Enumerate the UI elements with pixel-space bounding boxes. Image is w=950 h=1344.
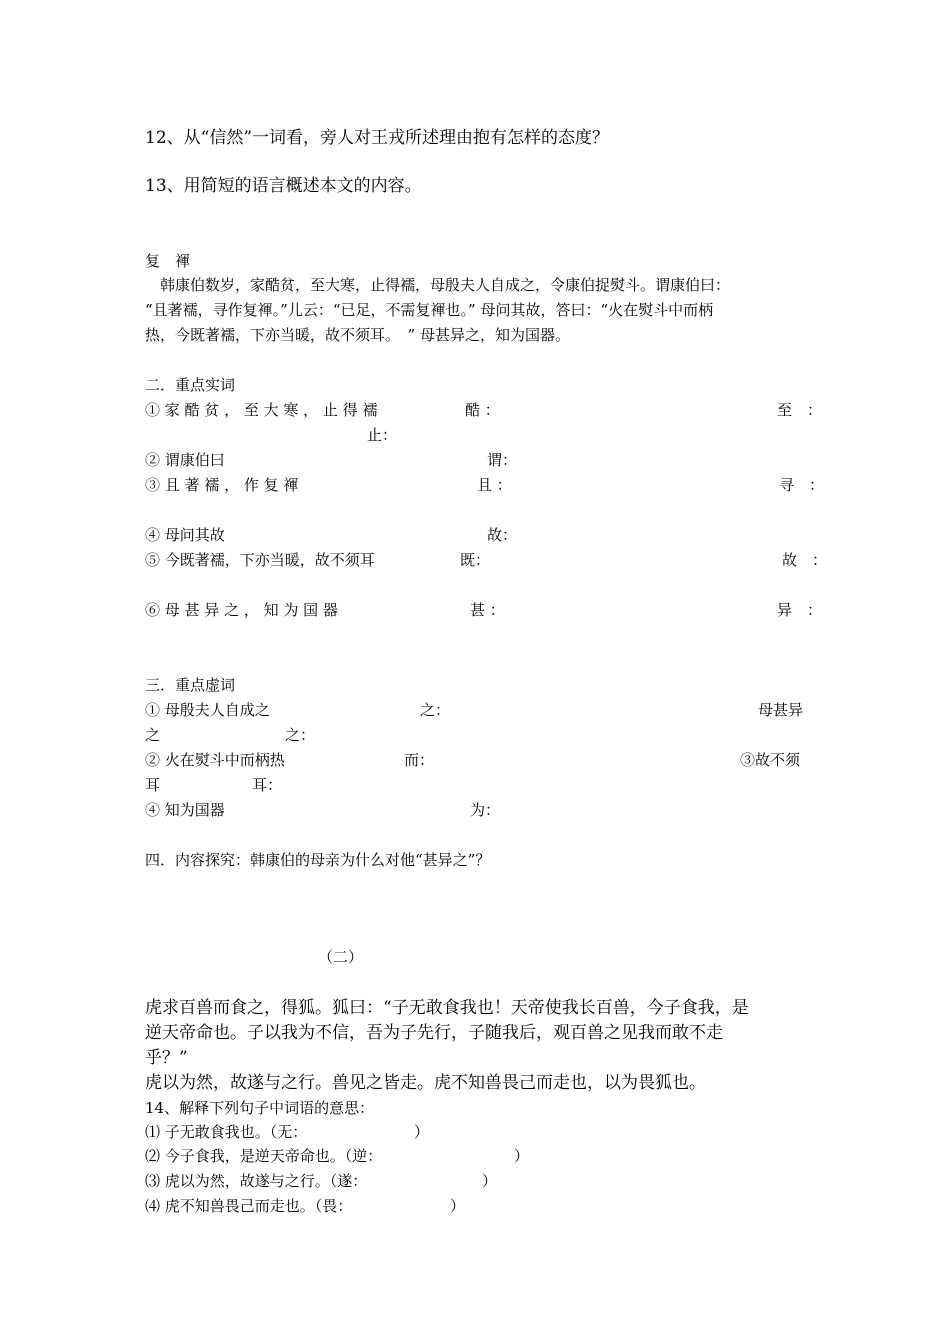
exercise-word: 为： (470, 801, 501, 819)
exercise-word: 之： (285, 726, 316, 744)
passage-line: 虎以为然，故遂与之行。兽见之皆走。虎不知兽畏己而走也，以为畏狐也。 (145, 1073, 706, 1093)
exercise-sentence: ③ 且 著 襦 ， 作 复 褌 (145, 476, 299, 494)
question-13: 13、用简短的语言概述本文的内容。 (145, 176, 422, 196)
passage-line: 虎求百兽而食之，得狐。狐曰：“子无敢食我也！天帝使我长百兽，今子食我，是 (145, 998, 749, 1018)
exercise-word: 耳： (252, 776, 283, 794)
fill-close: ） (414, 1123, 430, 1141)
passage-title: 复 褌 (145, 252, 191, 270)
exercise-word: 甚 ： (470, 601, 505, 619)
exercise-word: 酷 ： (465, 401, 500, 419)
exercise-word: 异 ： (777, 601, 823, 619)
section-heading: 二．重点实词 (145, 376, 236, 394)
fill-close: ） (482, 1172, 498, 1190)
exercise-word: 至 ： (777, 401, 823, 419)
part-heading: （二） (318, 948, 364, 966)
fill-item: ⑵ 今子食我，是逆天帝命也。（逆： (145, 1147, 383, 1165)
exercise-sentence: ② 谓康伯曰 (145, 451, 225, 469)
exercise-sentence: ① 家 酷 贫 ， 至 大 寒 ， 止 得 襦 (145, 401, 378, 419)
section-heading: 三．重点虚词 (145, 676, 236, 694)
exercise-sentence-cont: 之 (145, 726, 161, 744)
fill-close: ） (450, 1197, 466, 1215)
passage-line: 韩康伯数岁，家酷贫，至大寒，止得襦，母殷夫人自成之，令康伯捉熨斗。谓康伯曰： (160, 276, 731, 294)
exercise-sentence: ⑥ 母 甚 异 之 ， 知 为 国 器 (145, 601, 338, 619)
exercise-sentence: ⑤ 今既著襦，下亦当暖，故不须耳 (145, 551, 375, 569)
exercise-sentence: ④ 母问其故 (145, 526, 225, 544)
content-question: 四．内容探究：韩康伯的母亲为什么对他“甚异之”？ (145, 851, 491, 869)
exercise-word: 而： (404, 751, 435, 769)
exercise-word: 寻 ： (779, 476, 825, 494)
exercise-word: 故 ： (782, 551, 828, 569)
exercise-sentence: ④ 知为国器 (145, 801, 225, 819)
exercise-sentence-tail: 母甚异 (758, 701, 804, 719)
fill-item: ⑴ 子无敢食我也。（无： (145, 1123, 308, 1141)
exercise-word: 故： (487, 526, 518, 544)
passage-line: 乎？” (145, 1048, 188, 1068)
fill-close: ） (514, 1147, 530, 1165)
exercise-word: 止： (367, 426, 398, 444)
exercise-sentence: ① 母殷夫人自成之 (145, 701, 270, 719)
exercise-word: 既： (460, 551, 491, 569)
question-12: 12、从“信然”一词看，旁人对王戎所述理由抱有怎样的态度？ (145, 128, 610, 148)
fill-item: ⑶ 虎以为然，故遂与之行。（遂： (145, 1172, 368, 1190)
fill-item: ⑷ 虎不知兽畏己而走也。（畏： (145, 1197, 353, 1215)
exercise-sentence: ② 火在熨斗中而柄热 (145, 751, 285, 769)
exercise-word: 谓： (487, 451, 518, 469)
exercise-word: 且 ： (477, 476, 512, 494)
question-14: 14、解释下列句子中词语的意思： (145, 1099, 375, 1117)
exercise-word: 之： (420, 701, 451, 719)
passage-line: 热，今既著襦，下亦当暖，故不须耳。 ” 母甚异之，知为国器。 (145, 326, 570, 344)
exercise-sentence-tail: ③故不须 (740, 751, 801, 769)
passage-line: “且著襦，寻作复褌。”儿云：“已足，不需复褌也。” 母问其故，答曰：“火在熨斗中而柄 (145, 301, 714, 319)
exercise-sentence-cont: 耳 (145, 776, 161, 794)
passage-line: 逆天帝命也。子以我为不信，吾为子先行，子随我后，观百兽之见我而敢不走 (145, 1023, 723, 1043)
